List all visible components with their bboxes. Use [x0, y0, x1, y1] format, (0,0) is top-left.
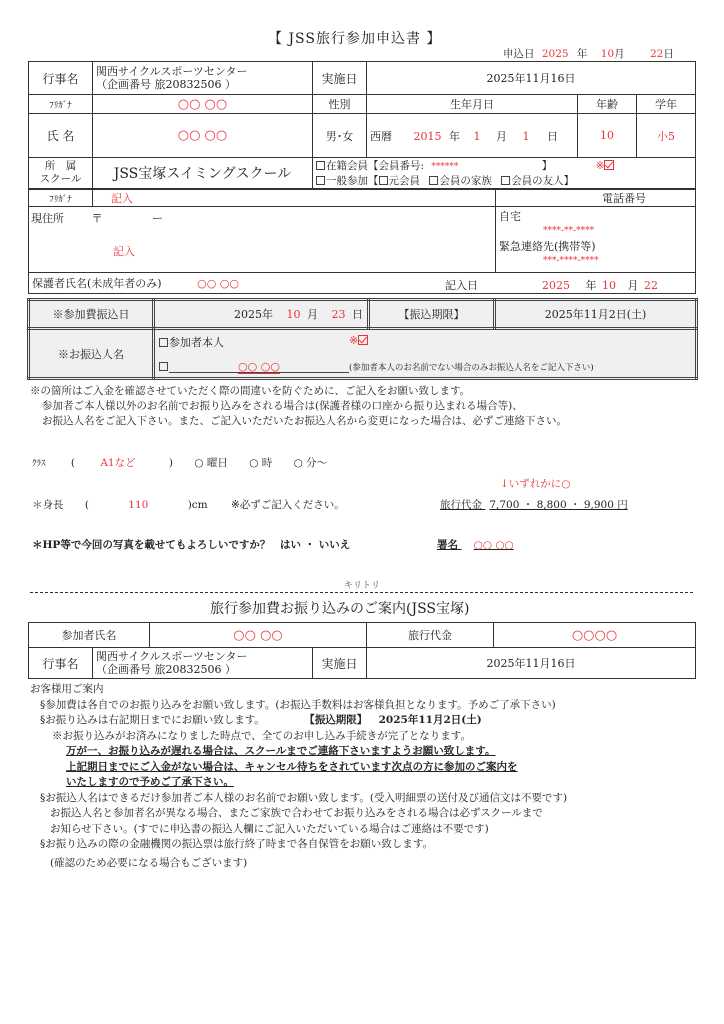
- friend-label: 会員の友人】: [511, 174, 575, 187]
- payer-other-input[interactable]: [169, 361, 349, 373]
- home-phone[interactable]: ****-**-****: [543, 226, 595, 236]
- grade-label: 学年: [637, 95, 696, 114]
- guide-line-1: §参加費は各自でのお振り込みをお願い致します。(お振込手数料はお客様負担となります。予めご了承下さい): [40, 698, 556, 711]
- form-title: 【 JSS旅行参加申込書 】: [268, 31, 442, 47]
- member-line-a: [316, 159, 692, 174]
- payer-other-checkbox[interactable]: [159, 362, 168, 371]
- payer-required-mark: ※: [349, 334, 359, 347]
- guardian-label: 保護者氏名(未成年者のみ): [32, 277, 162, 290]
- required-mark: ※: [595, 159, 605, 172]
- era-label: 西暦: [370, 129, 392, 143]
- furigana-field[interactable]: ○○ ○○: [93, 95, 313, 114]
- fee-choice[interactable]: 7,700 ・ 8,800 ・ 9,900 円: [489, 499, 628, 511]
- class-close: ): [168, 457, 174, 469]
- guide-line-3: ※お振り込みがお済みになりました時点で、全てのお申し込み手続きが完了となります。: [52, 729, 471, 742]
- payment-date-field: [154, 300, 369, 329]
- former-member-label: 元会員: [388, 174, 420, 187]
- payer-label: ※お振込人名: [29, 329, 154, 379]
- postal-mark: 〒: [91, 212, 103, 225]
- height-row: [32, 497, 345, 512]
- member-line-b: [316, 174, 692, 188]
- member-bracket-end: 】: [541, 159, 553, 172]
- class-field[interactable]: A1など: [100, 457, 136, 469]
- birth-label: 生年月日: [367, 95, 578, 114]
- guardian-field[interactable]: ○○ ○○: [197, 277, 239, 290]
- note-line-2: 参加者ご本人様以外のお名前でお振り込みをされる場合は(保護者様の口座から振り込まれる場合等)、: [42, 400, 523, 412]
- guide-line-11: (確認のため必要になる場合もございます): [50, 856, 248, 869]
- member-label: 在籍会員【会員番号:: [326, 159, 425, 172]
- guide-deadline-value: 2025年11月2日(土): [378, 714, 482, 726]
- guide-deadline-label: 【振込期限】: [304, 714, 368, 726]
- postal-dash: ー: [152, 212, 163, 225]
- event-label: 行事名: [29, 62, 93, 95]
- apply-year[interactable]: 2025: [541, 48, 569, 60]
- note-line-1: ※の箇所はご入金を確認させていただく際の間違いを防ぐために、ご記入をお願い致します。: [30, 385, 471, 397]
- birth-month-unit: 月: [496, 129, 507, 143]
- payer-other-note: (参加者本人のお名前でない場合のみお振込人名をご記入下さい): [349, 363, 594, 373]
- address-label: 現住所: [31, 212, 64, 225]
- fee-label: 旅行代金: [440, 499, 482, 511]
- age-field[interactable]: 10: [578, 114, 637, 158]
- school-value: JSS宝塚スイミングスクール: [93, 158, 313, 189]
- participant-value: ○○ ○○: [150, 623, 367, 648]
- payer-self-checkbox[interactable]: [159, 338, 168, 347]
- guide-line-2: [30, 713, 567, 729]
- note-line-3: お振込人名をご記入下さい。また、ご記入いただいたお振込人名から変更になった場合は、必ずご連絡下さい。: [42, 415, 567, 427]
- signature: [437, 537, 514, 552]
- payment-day-unit: 日: [352, 308, 363, 321]
- payer-checked-box-icon[interactable]: [358, 335, 368, 345]
- cut-line: [30, 592, 693, 593]
- event-name-line1: 関西サイクルスポーツセンター: [96, 65, 248, 78]
- height-label: ＊身長: [32, 499, 64, 511]
- apply-date-label: 申込日: [503, 48, 535, 60]
- phone-label: 電話番号: [496, 190, 696, 207]
- guide-heading: お客様用ご案内: [30, 683, 104, 695]
- photo-answer[interactable]: はい ・ いいえ: [279, 539, 351, 551]
- height-note: ※必ずご記入ください。: [230, 499, 345, 511]
- height-field[interactable]: 110: [128, 499, 149, 511]
- phone-field: [496, 207, 696, 273]
- family-label: 会員の家族: [439, 174, 492, 187]
- member-checkbox[interactable]: [316, 161, 325, 170]
- cut-label: キリトリ: [344, 581, 381, 591]
- furigana-label: ﾌﾘｶﾞﾅ: [29, 95, 93, 114]
- class-day[interactable]: ○ 曜日: [194, 457, 228, 469]
- event-name-line2: （企画番号 旅20832506 ）: [96, 78, 236, 91]
- deadline-value: 2025年11月2日(土): [495, 300, 697, 329]
- photo-question: ＊HP等で今回の写真を載せてもよろしいですか？: [32, 539, 271, 551]
- entry-year[interactable]: 2025: [542, 279, 570, 292]
- class-minute[interactable]: ○ 分～: [293, 457, 328, 469]
- payment-year: 2025年: [234, 308, 273, 321]
- family-checkbox[interactable]: [429, 176, 438, 185]
- guide-date-label: 実施日: [313, 648, 367, 679]
- height-unit: )cm: [187, 499, 208, 511]
- grade-field[interactable]: 小5: [637, 114, 696, 158]
- entry-year-unit: 年: [585, 279, 597, 292]
- friend-checkbox[interactable]: [501, 176, 510, 185]
- guide-fee-value: ○○○○: [494, 623, 696, 648]
- class-hour[interactable]: ○ 時: [249, 457, 273, 469]
- payment-day[interactable]: 23: [331, 308, 346, 321]
- signature-field[interactable]: ○○ ○○: [473, 539, 514, 551]
- birth-date-field: [367, 114, 578, 158]
- name-label: 氏 名: [29, 114, 93, 158]
- payment-month[interactable]: 10: [286, 308, 301, 321]
- address-value[interactable]: 記入: [113, 245, 135, 258]
- emergency-phone[interactable]: ***-****-****: [543, 256, 599, 266]
- guide-line-9: お知らせ下さい。(すでに申込書の振込人欄にご記入いただいている場合はご連絡は不要です): [50, 822, 489, 835]
- apply-month-unit: 月: [614, 48, 625, 60]
- payment-month-unit: 月: [307, 308, 318, 321]
- furigana2-label: ﾌﾘｶﾞﾅ: [29, 190, 93, 207]
- application-table: [28, 61, 696, 189]
- guide-event-line2: （企画番号 旅20832506 ）: [96, 663, 236, 676]
- address-field[interactable]: [29, 207, 496, 273]
- class-row: [32, 455, 327, 470]
- school-label-1: 所 属: [44, 160, 77, 172]
- notes: [30, 384, 567, 429]
- payer-other-value: ○○ ○○: [238, 360, 280, 373]
- guide-event-name: [93, 648, 313, 679]
- apply-date: [503, 46, 674, 61]
- date-value: 2025年11月16日: [367, 62, 696, 95]
- guide-title: 旅行参加費お振り込みのご案内(JSS宝塚): [210, 601, 470, 617]
- furigana2-field[interactable]: 記入: [93, 190, 496, 207]
- apply-day[interactable]: 22: [649, 48, 664, 60]
- guide-event-label: 行事名: [29, 648, 93, 679]
- guide-line-7: §お振込人名はできるだけ参加者ご本人様のお名前でお願い致します。(受入明細票の送付及び通信文は不要です): [40, 791, 568, 804]
- former-member-checkbox[interactable]: [379, 176, 388, 185]
- class-open: (: [70, 457, 75, 469]
- payer-field: [154, 329, 697, 379]
- general-checkbox[interactable]: [316, 176, 325, 185]
- guardian-row: [29, 273, 696, 294]
- checked-box-icon[interactable]: [604, 160, 614, 170]
- fee-options: [440, 497, 628, 512]
- guide-line-4: 万が一、お振り込みが遅れる場合は、スクールまでご連絡下さいますようお願い致します。: [66, 745, 496, 757]
- entry-date: [542, 277, 658, 293]
- apply-year-unit: 年: [576, 48, 588, 60]
- birth-day[interactable]: 1: [522, 129, 530, 143]
- guide-text: [30, 682, 567, 871]
- apply-month[interactable]: 10: [600, 48, 615, 60]
- school-label: [29, 158, 93, 189]
- guide-line-2-text: §お振り込みは右記期日までにお願い致します。: [40, 714, 265, 726]
- signature-label: 署名: [437, 539, 458, 551]
- apply-day-unit: 日: [663, 48, 674, 60]
- payment-date-label: ※参加費振込日: [29, 300, 154, 329]
- birth-year-unit: 年: [449, 129, 460, 143]
- school-label-2: スクール: [39, 173, 82, 185]
- guide-event-line1: 関西サイクルスポーツセンター: [96, 650, 248, 663]
- payment-table: [27, 298, 698, 380]
- entry-day[interactable]: 22: [644, 279, 658, 292]
- emergency-label: 緊急連絡先(携帯等): [499, 240, 596, 253]
- guide-table: [28, 622, 696, 679]
- birth-month[interactable]: 1: [473, 129, 481, 143]
- general-label: 一般参加【: [326, 174, 379, 187]
- event-name: [93, 62, 313, 95]
- guide-line-6: いたしますので予めご了承下さい。: [66, 776, 234, 788]
- guide-fee-label: 旅行代金: [367, 623, 494, 648]
- member-number[interactable]: ******: [431, 161, 459, 172]
- home-label: 自宅: [499, 210, 521, 223]
- height-open: (: [84, 499, 89, 511]
- guide-line-5: 上記期日までにご入金がない場合は、キャンセル待ちをされています次点の方に参加のご案内を: [66, 760, 518, 773]
- guide-line-8: お振込人名と参加者名が異なる場合、またご家族で合わせてお振り込みをされる場合は必ずスクールまで: [50, 807, 543, 819]
- birth-year[interactable]: 2015: [413, 129, 442, 143]
- name-field[interactable]: ○○ ○○: [93, 114, 313, 158]
- gender-label: 性別: [313, 95, 367, 114]
- participant-label: 参加者氏名: [29, 623, 150, 648]
- payer-self-label: 参加者本人: [169, 336, 224, 349]
- entry-date-label: 記入日: [445, 279, 478, 292]
- date-label: 実施日: [313, 62, 367, 95]
- photo-row: [32, 537, 350, 552]
- age-label: 年齢: [578, 95, 637, 114]
- guide-line-10: §お振り込みの際の金融機関の振込票は旅行終了時まで各自保管をお願い致します。: [40, 838, 433, 850]
- entry-month[interactable]: 10: [602, 279, 616, 292]
- entry-month-unit: 月: [627, 279, 639, 292]
- either-note: ↓いずれかに○: [500, 478, 571, 490]
- membership-field: [313, 158, 696, 189]
- address-table: [28, 189, 696, 294]
- class-label: ｸﾗｽ: [32, 459, 46, 469]
- guide-date-value: 2025年11月16日: [367, 648, 696, 679]
- gender-field[interactable]: 男･女: [313, 114, 367, 158]
- deadline-label: 【振込期限】: [369, 300, 495, 329]
- birth-day-unit: 日: [547, 129, 558, 143]
